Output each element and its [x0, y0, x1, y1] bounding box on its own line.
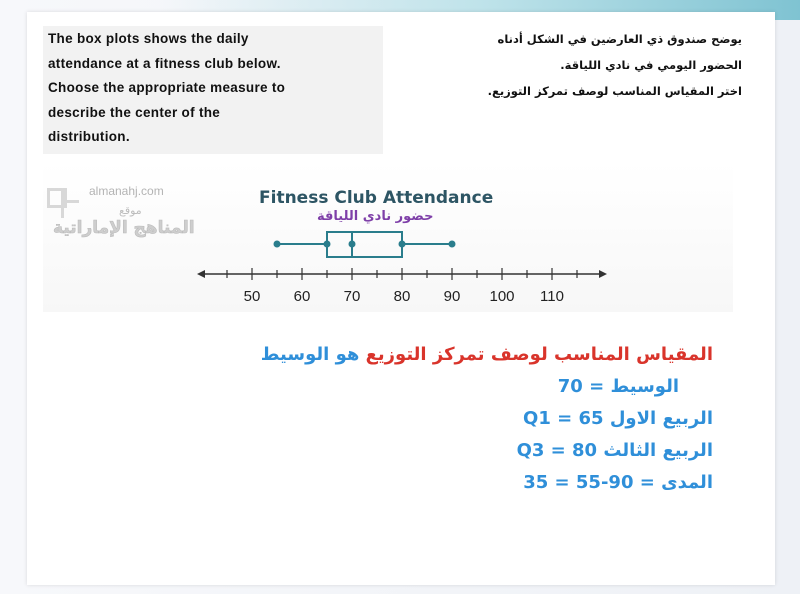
- chart-title: Fitness Club Attendance: [259, 188, 494, 208]
- answer-q1-text: الربيع الاول Q1 = 65: [523, 408, 713, 429]
- box-plot: [27, 12, 775, 332]
- answer-range-text: المدى = 90-55 = 35: [523, 472, 713, 493]
- tick-label: 70: [343, 288, 361, 305]
- tick-label: 110: [540, 288, 564, 305]
- question-arabic: يوضح صندوق ذي العارضين في الشكل أدناه الحضور اليومي في نادي اللياقة. اختر المقياس المناسب لوصف تمركز التوزيع.: [487, 32, 742, 98]
- slide: [27, 12, 775, 585]
- tick-label: 60: [293, 288, 311, 305]
- point-q1: [324, 241, 331, 248]
- tick-label: 50: [243, 288, 261, 305]
- tick-label: 100: [489, 288, 515, 305]
- point-max: [449, 241, 456, 248]
- watermark-site: almanahj.com: [89, 184, 164, 198]
- answer-q3-text: الربيع الثالث Q3 = 80: [516, 440, 713, 461]
- answer-conclusion: [193, 339, 713, 371]
- answer-conclusion-red: المقياس المناسب لوصف تمركز التوزيع: [365, 344, 713, 365]
- chart-subtitle: حضور نادي اللياقة: [317, 209, 434, 224]
- watermark-line1: موقع: [119, 204, 142, 217]
- answers: [193, 339, 713, 499]
- tick-label: 80: [393, 288, 411, 305]
- point-min: [274, 241, 281, 248]
- question-english: The box plots shows the daily attendance at a fitness club below. Choose the appropriate measure to describe the center of the distribution.: [48, 31, 286, 144]
- axis-left-arrow-icon: [197, 270, 205, 278]
- axis-right-arrow-icon: [599, 270, 607, 278]
- point-q3: [399, 241, 406, 248]
- tick-label: 90: [443, 288, 461, 305]
- answer-q1: [193, 403, 713, 435]
- point-median: [349, 241, 356, 248]
- answer-q3: [193, 435, 713, 467]
- answer-range: [193, 467, 713, 499]
- box-iqr: [327, 232, 402, 257]
- answer-median: [193, 371, 713, 403]
- answer-conclusion-blue: هو الوسيط: [260, 344, 366, 365]
- answer-median-text: الوسيط = 70: [557, 376, 679, 397]
- watermark-line2: المناهج الإماراتية: [53, 218, 195, 238]
